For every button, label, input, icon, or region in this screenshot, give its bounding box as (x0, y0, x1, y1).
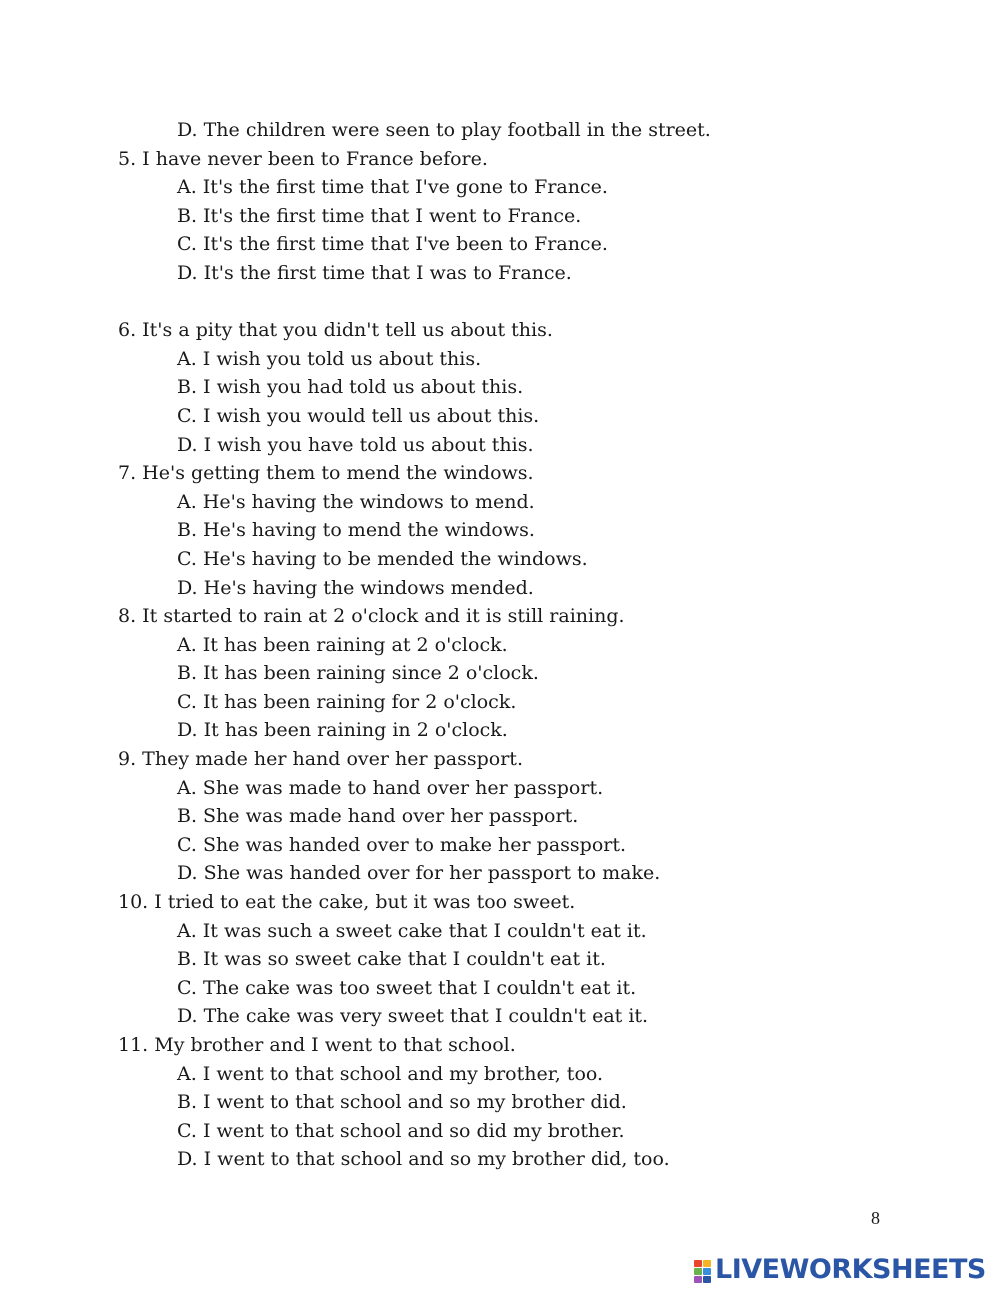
question-prompt: 11. My brother and I went to that school. (118, 1034, 516, 1056)
answer-option: B. It has been raining since 2 o'clock. (177, 662, 539, 685)
answer-option: A. It has been raining at 2 o'clock. (177, 633, 508, 656)
answer-option: C. It's the first time that I've been to France. (177, 233, 608, 256)
question-prompt: 6. It's a pity that you didn't tell us about this. (118, 319, 553, 342)
question-prompt: 8. It started to rain at 2 o'clock and it is still raining. (118, 605, 625, 628)
answer-option: D. The cake was very sweet that I couldn't eat it. (177, 1005, 649, 1028)
answer-option: C. The cake was too sweet that I couldn't eat it. (177, 976, 637, 999)
answer-option: B. She was made hand over her passport. (177, 805, 579, 828)
answer-option: D. It's the first time that I was to France. (177, 261, 572, 284)
question-prompt: 10. I tried to eat the cake, but it was too sweet. (118, 891, 576, 914)
answer-option: D. She was handed over for her passport to make. (177, 862, 661, 885)
blank-line (118, 288, 898, 317)
answer-option: B. I wish you had told us about this. (177, 376, 524, 399)
answer-option: B. It was so sweet cake that I couldn't eat it. (177, 948, 606, 971)
logo-block (703, 1268, 711, 1275)
answer-option: D. It has been raining in 2 o'clock. (177, 719, 508, 742)
answer-option: A. I went to that school and my brother, too. (177, 1062, 604, 1085)
question-prompt: 5. I have never been to France before. (118, 147, 488, 170)
logo-block (694, 1260, 702, 1267)
page-number: 8 (871, 1208, 880, 1228)
answer-option: D. He's having the windows mended. (177, 576, 534, 599)
answer-option: A. He's having the windows to mend. (177, 490, 535, 513)
question-prompt: 7. He's getting them to mend the windows. (118, 462, 534, 485)
answer-option: C. I wish you would tell us about this. (177, 404, 540, 427)
answer-option: A. It's the first time that I've gone to France. (177, 176, 608, 199)
question-prompt: 9. They made her hand over her passport. (118, 748, 523, 771)
liveworksheets-logo[interactable] (694, 1255, 986, 1285)
logo-block (703, 1260, 711, 1267)
answer-option: C. She was handed over to make her passport. (177, 833, 627, 856)
logo-block (703, 1276, 711, 1283)
logo-text: LIVEWORKSHEETS (715, 1254, 986, 1285)
answer-option: A. She was made to hand over her passport. (177, 776, 604, 799)
answer-option: B. He's having to mend the windows. (177, 519, 535, 542)
answer-option: C. It has been raining for 2 o'clock. (177, 690, 517, 713)
answer-option: D. I went to that school and so my brother did, too. (177, 1148, 670, 1171)
answer-option: B. I went to that school and so my brother did. (177, 1091, 627, 1114)
answer-option: A. It was such a sweet cake that I couldn't eat it. (177, 919, 647, 942)
worksheet-content (118, 116, 898, 1174)
answer-option: A. I wish you told us about this. (177, 347, 482, 370)
logo-block (694, 1268, 702, 1275)
answer-option: D. The children were seen to play football in the street. (177, 119, 711, 141)
logo-block (694, 1276, 702, 1283)
answer-option: C. I went to that school and so did my brother. (177, 1119, 625, 1142)
answer-option: B. It's the first time that I went to France. (177, 204, 582, 227)
answer-option: C. He's having to be mended the windows. (177, 547, 588, 570)
answer-option: D. I wish you have told us about this. (177, 433, 534, 456)
liveworksheets-logo-icon (694, 1258, 712, 1282)
